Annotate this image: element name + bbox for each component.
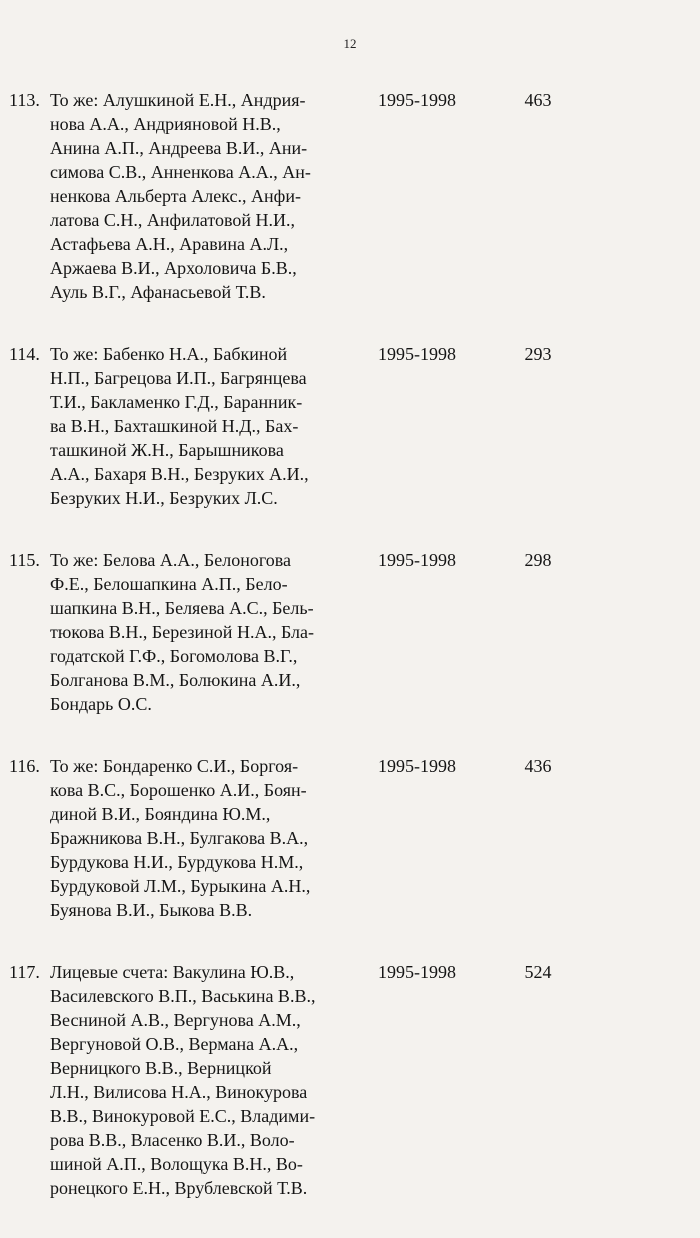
entry-number: 113. [9,90,40,110]
description-line: Весниной А.В., Вергунова А.М., [50,1010,301,1030]
description-line: Н.П., Багрецова И.П., Багрянцева [50,368,307,388]
description-line: Бражникова В.Н., Булгакова В.А., [50,828,309,848]
description-line: То же: Алушкиной Е.Н., Андрия- [50,90,306,110]
entry-description [50,754,342,922]
entry-count: 524 [524,962,552,982]
description-line: Василевского В.П., Васькина В.В., [50,986,316,1006]
description-line: А.А., Бахаря В.Н., Безруких А.И., [50,464,309,484]
entry-115 [0,548,700,716]
entry-116 [0,754,700,922]
description-line: ташкиной Ж.Н., Барышникова [50,440,284,460]
description-line: Бурдуковой Л.М., Бурыкина А.Н., [50,876,311,896]
description-line: Бурдукова Н.И., Бурдукова Н.М., [50,852,304,872]
description-line: Болганова В.М., Болюкина А.И., [50,670,301,690]
entry-years: 1995-1998 [378,550,456,570]
entry-years: 1995-1998 [378,90,456,110]
entry-number: 116. [9,756,40,776]
description-line: шапкина В.Н., Беляева А.С., Бель- [50,598,314,618]
entry-description [50,548,342,716]
description-line: Астафьева А.Н., Аравина А.Л., [50,234,289,254]
entry-114 [0,342,700,510]
description-line: Безруких Н.И., Безруких Л.С. [50,488,278,508]
entry-description [50,960,342,1200]
description-line: ненкова Альберта Алекс., Анфи- [50,186,301,206]
description-line: латова С.Н., Анфилатовой Н.И., [50,210,295,230]
description-line: Лицевые счета: Вакулина Ю.В., [50,962,295,982]
entry-number: 117. [9,962,40,982]
description-line: Л.Н., Вилисова Н.А., Винокурова [50,1082,308,1102]
entry-number: 115. [9,550,40,570]
description-line: Ауль В.Г., Афанасьевой Т.В. [50,282,266,302]
description-line: То же: Белова А.А., Белоногова [50,550,292,570]
entry-years: 1995-1998 [378,344,456,364]
page-number: 12 [343,36,357,51]
entry-years: 1995-1998 [378,962,456,982]
description-line: симова С.В., Анненкова А.А., Ан- [50,162,311,182]
description-line: Аржаева В.И., Архоловича Б.В., [50,258,297,278]
entry-count: 463 [524,90,552,110]
entry-113 [0,88,700,304]
description-line: кова В.С., Борошенко А.И., Боян- [50,780,307,800]
description-line: То же: Бондаренко С.И., Боргоя- [50,756,299,776]
entry-description [50,88,342,304]
entry-117 [0,960,700,1200]
description-line: Буянова В.И., Быкова В.В. [50,900,253,920]
description-line: Верницкого В.В., Верницкой [50,1058,272,1078]
entry-count: 298 [524,550,552,570]
description-line: тюкова В.Н., Березиной Н.А., Бла- [50,622,315,642]
description-line: годатской Г.Ф., Богомолова В.Г., [50,646,298,666]
entry-count: 293 [524,344,552,364]
description-line: рова В.В., Власенко В.И., Воло- [50,1130,295,1150]
description-line: То же: Бабенко Н.А., Бабкиной [50,344,288,364]
description-line: Анина А.П., Андреева В.И., Ани- [50,138,308,158]
entry-number: 114. [9,344,40,364]
description-line: шиной А.П., Волощука В.Н., Во- [50,1154,303,1174]
description-line: Бондарь О.С. [50,694,152,714]
description-line: Ф.Е., Белошапкина А.П., Бело- [50,574,288,594]
description-line: ронецкого Е.Н., Врублевской Т.В. [50,1178,308,1198]
description-line: ва В.Н., Бахташкиной Н.Д., Бах- [50,416,299,436]
description-line: В.В., Винокуровой Е.С., Владими- [50,1106,316,1126]
entry-count: 436 [524,756,552,776]
entry-list [0,88,700,1238]
description-line: Т.И., Бакламенко Г.Д., Баранник- [50,392,303,412]
description-line: нова А.А., Андрияновой Н.В., [50,114,281,134]
entry-description [50,342,342,510]
description-line: диной В.И., Бояндина Ю.М., [50,804,271,824]
description-line: Вергуновой О.В., Вермана А.А., [50,1034,299,1054]
entry-years: 1995-1998 [378,756,456,776]
